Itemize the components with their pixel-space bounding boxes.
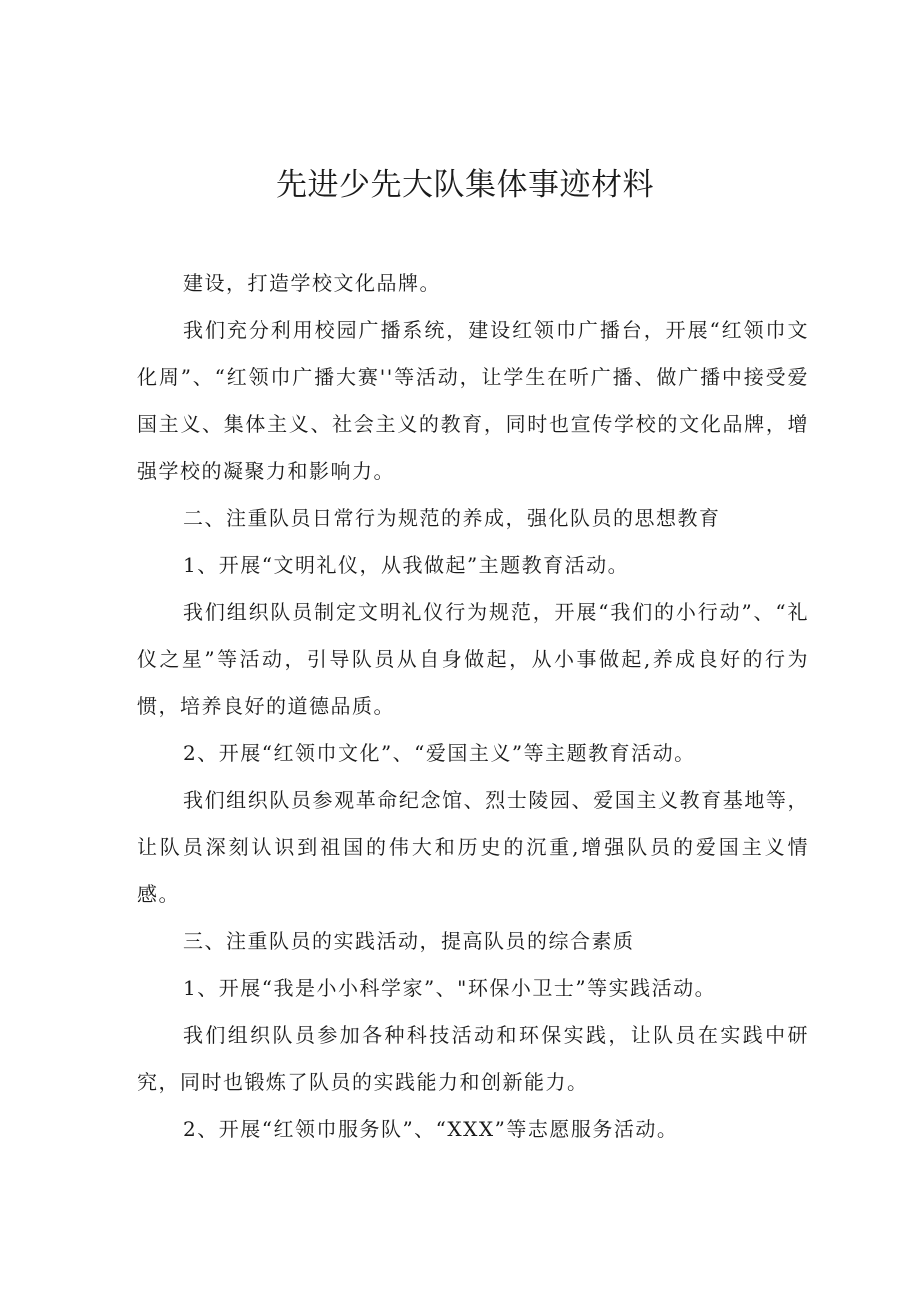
paragraph-patriotism: 我们组织队员参观革命纪念馆、烈士陵园、爱国主义教育基地等，让队员深刻认识到祖国的伟大和历史的沉重,增强队员的爱国主义情感。 [137,788,809,906]
section-heading-behavior: 二、注重队员日常行为规范的养成，强化队员的思想教育 [183,506,721,530]
document-title: 先进少先大队集体事迹材料 [276,167,654,203]
document-body [137,260,809,1153]
item-volunteer-activity: 2、开展“红领巾服务队”、“XXX”等志愿服务活动。 [183,1117,679,1141]
item-science-activity: 1、开展“我是小小科学家”、"环保小卫士”等实践活动。 [183,976,717,1000]
item-etiquette-activity: 1、开展“文明礼仪，从我做起”主题教育活动。 [183,553,630,577]
paragraph-science: 我们组织队员参加各种科技活动和环保实践，让队员在实践中研究，同时也锻炼了队员的实践能力和创新能力。 [137,1023,809,1094]
section-heading-practice: 三、注重队员的实践活动，提高队员的综合素质 [183,929,635,953]
paragraph-etiquette: 我们组织队员制定文明礼仪行为规范，开展“我们的小行动”、“礼仪之星”等活动，引导队员从自身做起，从小事做起,养成良好的行为惯，培养良好的道德品质。 [137,600,809,718]
paragraph-culture-brand: 建设，打造学校文化品牌。 [183,271,441,295]
item-patriotism-activity: 2、开展“红领巾文化”、“爱国主义”等主题教育活动。 [183,741,696,765]
paragraph-broadcast: 我们充分利用校园广播系统，建设红领巾广播台，开展“红领巾文化周”、“红领巾广播大赛''等活动，让学生在听广播、做广播中接受爱国主义、集体主义、社会主义的教育，同时也宣传学校的文化品牌，增强学校的凝聚力和影响力。 [137,318,809,483]
